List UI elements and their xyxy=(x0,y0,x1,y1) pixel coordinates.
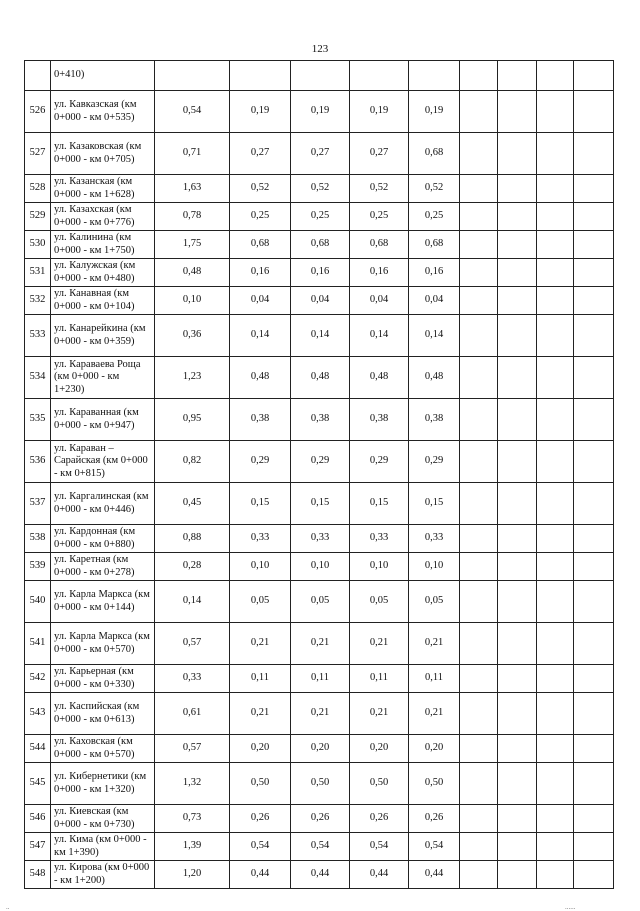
row-number: 540 xyxy=(25,581,51,623)
value-col-3 xyxy=(291,61,350,91)
road-name: ул. Каргалинская (км 0+000 - км 0+446) xyxy=(51,483,155,525)
value-col-1: 0,28 xyxy=(155,553,230,581)
value-col-3: 0,33 xyxy=(291,525,350,553)
value-col-2: 0,26 xyxy=(230,805,291,833)
row-number: 527 xyxy=(25,133,51,175)
row-number: 532 xyxy=(25,287,51,315)
value-col-5: 0,15 xyxy=(409,483,460,525)
empty-cell xyxy=(460,623,498,665)
value-col-1: 0,57 xyxy=(155,623,230,665)
empty-cell xyxy=(537,231,574,259)
value-col-1: 1,39 xyxy=(155,833,230,861)
value-col-2: 0,20 xyxy=(230,735,291,763)
empty-cell xyxy=(498,91,537,133)
empty-cell xyxy=(537,61,574,91)
value-col-3: 0,04 xyxy=(291,287,350,315)
value-col-1: 0,61 xyxy=(155,693,230,735)
value-col-4: 0,33 xyxy=(350,525,409,553)
value-col-2: 0,11 xyxy=(230,665,291,693)
empty-cell xyxy=(574,399,614,441)
value-col-1: 0,57 xyxy=(155,735,230,763)
value-col-5: 0,21 xyxy=(409,623,460,665)
value-col-2: 0,19 xyxy=(230,91,291,133)
empty-cell xyxy=(574,175,614,203)
row-number xyxy=(25,61,51,91)
value-col-5: 0,50 xyxy=(409,763,460,805)
row-number: 535 xyxy=(25,399,51,441)
value-col-3: 0,48 xyxy=(291,357,350,399)
value-col-4: 0,52 xyxy=(350,175,409,203)
value-col-3: 0,21 xyxy=(291,623,350,665)
value-col-2: 0,14 xyxy=(230,315,291,357)
empty-cell xyxy=(460,259,498,287)
road-name: ул. Карьерная (км 0+000 - км 0+330) xyxy=(51,665,155,693)
empty-cell xyxy=(574,483,614,525)
value-col-5: 0,33 xyxy=(409,525,460,553)
value-col-3: 0,21 xyxy=(291,693,350,735)
empty-cell xyxy=(460,763,498,805)
road-name: ул. Канавная (км 0+000 - км 0+104) xyxy=(51,287,155,315)
value-col-2: 0,27 xyxy=(230,133,291,175)
road-name: ул. Кирова (км 0+000 - км 1+200) xyxy=(51,861,155,889)
row-number: 528 xyxy=(25,175,51,203)
row-number: 539 xyxy=(25,553,51,581)
empty-cell xyxy=(574,833,614,861)
empty-cell xyxy=(574,735,614,763)
table-row xyxy=(25,623,614,665)
value-col-2: 0,48 xyxy=(230,357,291,399)
empty-cell xyxy=(537,175,574,203)
table-row xyxy=(25,175,614,203)
empty-cell xyxy=(498,735,537,763)
table-row xyxy=(25,833,614,861)
empty-cell xyxy=(498,525,537,553)
value-col-5: 0,05 xyxy=(409,581,460,623)
table-row xyxy=(25,763,614,805)
table-row xyxy=(25,553,614,581)
value-col-5: 0,20 xyxy=(409,735,460,763)
empty-cell xyxy=(460,483,498,525)
empty-cell xyxy=(498,61,537,91)
value-col-3: 0,20 xyxy=(291,735,350,763)
value-col-4: 0,48 xyxy=(350,357,409,399)
empty-cell xyxy=(460,693,498,735)
value-col-1: 1,20 xyxy=(155,861,230,889)
empty-cell xyxy=(537,287,574,315)
empty-cell xyxy=(574,623,614,665)
row-number: 538 xyxy=(25,525,51,553)
empty-cell xyxy=(460,231,498,259)
empty-cell xyxy=(460,805,498,833)
empty-cell xyxy=(460,315,498,357)
value-col-5: 0,38 xyxy=(409,399,460,441)
road-name: ул. Канарейкина (км 0+000 - км 0+359) xyxy=(51,315,155,357)
road-name: ул. Кардонная (км 0+000 - км 0+880) xyxy=(51,525,155,553)
road-name: ул. Каховская (км 0+000 - км 0+570) xyxy=(51,735,155,763)
value-col-1: 0,71 xyxy=(155,133,230,175)
empty-cell xyxy=(537,259,574,287)
value-col-5: 0,21 xyxy=(409,693,460,735)
value-col-1: 0,48 xyxy=(155,259,230,287)
empty-cell xyxy=(498,483,537,525)
empty-cell xyxy=(574,259,614,287)
empty-cell xyxy=(498,399,537,441)
table-row xyxy=(25,693,614,735)
table-row xyxy=(25,665,614,693)
empty-cell xyxy=(460,665,498,693)
value-col-4: 0,44 xyxy=(350,861,409,889)
value-col-1: 1,75 xyxy=(155,231,230,259)
empty-cell xyxy=(460,287,498,315)
road-name: ул. Кима (км 0+000 - км 1+390) xyxy=(51,833,155,861)
value-col-1: 1,63 xyxy=(155,175,230,203)
row-number: 536 xyxy=(25,441,51,483)
value-col-4: 0,25 xyxy=(350,203,409,231)
value-col-5 xyxy=(409,61,460,91)
value-col-5: 0,68 xyxy=(409,231,460,259)
empty-cell xyxy=(498,833,537,861)
value-col-2: 0,52 xyxy=(230,175,291,203)
empty-cell xyxy=(498,357,537,399)
empty-cell xyxy=(460,399,498,441)
value-col-2: 0,04 xyxy=(230,287,291,315)
value-col-5: 0,54 xyxy=(409,833,460,861)
value-col-4: 0,05 xyxy=(350,581,409,623)
empty-cell xyxy=(574,581,614,623)
value-col-1: 0,73 xyxy=(155,805,230,833)
value-col-3: 0,44 xyxy=(291,861,350,889)
value-col-1: 0,33 xyxy=(155,665,230,693)
roads-table xyxy=(24,60,614,889)
value-col-1: 0,78 xyxy=(155,203,230,231)
value-col-1 xyxy=(155,61,230,91)
value-col-3: 0,11 xyxy=(291,665,350,693)
road-name: ул. Кибернетики (км 0+000 - км 1+320) xyxy=(51,763,155,805)
empty-cell xyxy=(460,833,498,861)
page-number: 123 xyxy=(311,43,329,55)
value-col-3: 0,15 xyxy=(291,483,350,525)
value-col-5: 0,16 xyxy=(409,259,460,287)
empty-cell xyxy=(460,553,498,581)
empty-cell xyxy=(537,203,574,231)
value-col-3: 0,52 xyxy=(291,175,350,203)
road-name: ул. Казаковская (км 0+000 - км 0+705) xyxy=(51,133,155,175)
value-col-4: 0,50 xyxy=(350,763,409,805)
row-number: 530 xyxy=(25,231,51,259)
empty-cell xyxy=(537,665,574,693)
empty-cell xyxy=(537,525,574,553)
value-col-2: 0,54 xyxy=(230,833,291,861)
empty-cell xyxy=(537,735,574,763)
value-col-3: 0,14 xyxy=(291,315,350,357)
table-row xyxy=(25,483,614,525)
value-col-2: 0,15 xyxy=(230,483,291,525)
road-name: ул. Казанская (км 0+000 - км 1+628) xyxy=(51,175,155,203)
value-col-4: 0,11 xyxy=(350,665,409,693)
value-col-1: 0,10 xyxy=(155,287,230,315)
empty-cell xyxy=(574,553,614,581)
value-col-3: 0,50 xyxy=(291,763,350,805)
table-row xyxy=(25,315,614,357)
row-number: 544 xyxy=(25,735,51,763)
value-col-3: 0,10 xyxy=(291,553,350,581)
table-row xyxy=(25,61,614,91)
value-col-1: 1,23 xyxy=(155,357,230,399)
empty-cell xyxy=(498,203,537,231)
road-name: 0+410) xyxy=(51,61,155,91)
empty-cell xyxy=(537,133,574,175)
empty-cell xyxy=(574,91,614,133)
row-number: 542 xyxy=(25,665,51,693)
road-name: ул. Кавказская (км 0+000 - км 0+535) xyxy=(51,91,155,133)
value-col-4: 0,14 xyxy=(350,315,409,357)
value-col-5: 0,14 xyxy=(409,315,460,357)
empty-cell xyxy=(460,61,498,91)
empty-cell xyxy=(574,287,614,315)
empty-cell xyxy=(498,861,537,889)
table-row xyxy=(25,259,614,287)
value-col-3: 0,38 xyxy=(291,399,350,441)
row-number: 543 xyxy=(25,693,51,735)
value-col-2: 0,25 xyxy=(230,203,291,231)
empty-cell xyxy=(498,665,537,693)
empty-cell xyxy=(460,91,498,133)
road-name: ул. Караван – Сарайская (км 0+000 - км 0+815) xyxy=(51,441,155,483)
row-number: 526 xyxy=(25,91,51,133)
value-col-5: 0,48 xyxy=(409,357,460,399)
value-col-2: 0,21 xyxy=(230,623,291,665)
empty-cell xyxy=(498,693,537,735)
empty-cell xyxy=(537,581,574,623)
value-col-4: 0,26 xyxy=(350,805,409,833)
value-col-4: 0,16 xyxy=(350,259,409,287)
value-col-4: 0,21 xyxy=(350,693,409,735)
value-col-4: 0,38 xyxy=(350,399,409,441)
table-row xyxy=(25,581,614,623)
table-row xyxy=(25,441,614,483)
value-col-4: 0,27 xyxy=(350,133,409,175)
value-col-4: 0,19 xyxy=(350,91,409,133)
value-col-5: 0,29 xyxy=(409,441,460,483)
value-col-1: 0,82 xyxy=(155,441,230,483)
row-number: 534 xyxy=(25,357,51,399)
empty-cell xyxy=(574,861,614,889)
empty-cell xyxy=(460,581,498,623)
value-col-2: 0,38 xyxy=(230,399,291,441)
empty-cell xyxy=(498,805,537,833)
empty-cell xyxy=(574,665,614,693)
value-col-2: 0,44 xyxy=(230,861,291,889)
value-col-5: 0,10 xyxy=(409,553,460,581)
empty-cell xyxy=(574,231,614,259)
road-name: ул. Караваева Роща (км 0+000 - км 1+230) xyxy=(51,357,155,399)
empty-cell xyxy=(498,581,537,623)
value-col-2: 0,10 xyxy=(230,553,291,581)
empty-cell xyxy=(537,483,574,525)
value-col-3: 0,05 xyxy=(291,581,350,623)
empty-cell xyxy=(537,553,574,581)
value-col-1: 0,14 xyxy=(155,581,230,623)
value-col-4: 0,29 xyxy=(350,441,409,483)
table-body xyxy=(25,61,614,889)
row-number: 545 xyxy=(25,763,51,805)
table-row xyxy=(25,287,614,315)
road-name: ул. Карла Маркса (км 0+000 - км 0+144) xyxy=(51,581,155,623)
empty-cell xyxy=(574,525,614,553)
empty-cell xyxy=(498,441,537,483)
road-name: ул. Караванная (км 0+000 - км 0+947) xyxy=(51,399,155,441)
table-row xyxy=(25,805,614,833)
value-col-5: 0,68 xyxy=(409,133,460,175)
value-col-3: 0,19 xyxy=(291,91,350,133)
table-row xyxy=(25,231,614,259)
value-col-3: 0,27 xyxy=(291,133,350,175)
empty-cell xyxy=(574,805,614,833)
value-col-5: 0,04 xyxy=(409,287,460,315)
value-col-1: 0,54 xyxy=(155,91,230,133)
value-col-1: 1,32 xyxy=(155,763,230,805)
value-col-1: 0,45 xyxy=(155,483,230,525)
value-col-2: 0,68 xyxy=(230,231,291,259)
table-row xyxy=(25,525,614,553)
value-col-3: 0,68 xyxy=(291,231,350,259)
value-col-3: 0,54 xyxy=(291,833,350,861)
value-col-5: 0,25 xyxy=(409,203,460,231)
empty-cell xyxy=(537,861,574,889)
table-row xyxy=(25,399,614,441)
empty-cell xyxy=(537,315,574,357)
value-col-2: 0,33 xyxy=(230,525,291,553)
value-col-2: 0,16 xyxy=(230,259,291,287)
empty-cell xyxy=(537,833,574,861)
value-col-3: 0,26 xyxy=(291,805,350,833)
empty-cell xyxy=(574,203,614,231)
empty-cell xyxy=(537,623,574,665)
table-row xyxy=(25,357,614,399)
empty-cell xyxy=(574,315,614,357)
table-row xyxy=(25,735,614,763)
empty-cell xyxy=(537,693,574,735)
value-col-2 xyxy=(230,61,291,91)
empty-cell xyxy=(460,357,498,399)
value-col-5: 0,52 xyxy=(409,175,460,203)
road-name: ул. Калинина (км 0+000 - км 1+750) xyxy=(51,231,155,259)
empty-cell xyxy=(537,441,574,483)
value-col-2: 0,21 xyxy=(230,693,291,735)
empty-cell xyxy=(460,525,498,553)
row-number: 546 xyxy=(25,805,51,833)
value-col-4: 0,04 xyxy=(350,287,409,315)
empty-cell xyxy=(460,133,498,175)
empty-cell xyxy=(498,623,537,665)
empty-cell xyxy=(498,231,537,259)
value-col-4: 0,20 xyxy=(350,735,409,763)
value-col-2: 0,50 xyxy=(230,763,291,805)
road-name: ул. Казахская (км 0+000 - км 0+776) xyxy=(51,203,155,231)
row-number: 541 xyxy=(25,623,51,665)
empty-cell xyxy=(574,693,614,735)
empty-cell xyxy=(498,315,537,357)
value-col-4 xyxy=(350,61,409,91)
value-col-3: 0,25 xyxy=(291,203,350,231)
empty-cell xyxy=(460,203,498,231)
value-col-2: 0,29 xyxy=(230,441,291,483)
empty-cell xyxy=(498,287,537,315)
empty-cell xyxy=(574,441,614,483)
table-row xyxy=(25,91,614,133)
empty-cell xyxy=(498,553,537,581)
empty-cell xyxy=(460,441,498,483)
empty-cell xyxy=(574,61,614,91)
row-number: 537 xyxy=(25,483,51,525)
value-col-5: 0,26 xyxy=(409,805,460,833)
empty-cell xyxy=(460,861,498,889)
value-col-1: 0,88 xyxy=(155,525,230,553)
empty-cell xyxy=(537,91,574,133)
road-name: ул. Калужская (км 0+000 - км 0+480) xyxy=(51,259,155,287)
empty-cell xyxy=(537,805,574,833)
empty-cell xyxy=(574,357,614,399)
road-name: ул. Каспийская (км 0+000 - км 0+613) xyxy=(51,693,155,735)
value-col-4: 0,68 xyxy=(350,231,409,259)
empty-cell xyxy=(498,259,537,287)
value-col-4: 0,10 xyxy=(350,553,409,581)
row-number: 531 xyxy=(25,259,51,287)
empty-cell xyxy=(537,357,574,399)
row-number: 533 xyxy=(25,315,51,357)
value-col-3: 0,29 xyxy=(291,441,350,483)
value-col-1: 0,95 xyxy=(155,399,230,441)
empty-cell xyxy=(574,133,614,175)
road-name: ул. Карла Маркса (км 0+000 - км 0+570) xyxy=(51,623,155,665)
value-col-3: 0,16 xyxy=(291,259,350,287)
empty-cell xyxy=(498,763,537,805)
value-col-5: 0,11 xyxy=(409,665,460,693)
road-name: ул. Каретная (км 0+000 - км 0+278) xyxy=(51,553,155,581)
value-col-4: 0,21 xyxy=(350,623,409,665)
table-row xyxy=(25,203,614,231)
empty-cell xyxy=(498,175,537,203)
value-col-5: 0,44 xyxy=(409,861,460,889)
empty-cell xyxy=(460,735,498,763)
table-row xyxy=(25,861,614,889)
empty-cell xyxy=(537,763,574,805)
value-col-1: 0,36 xyxy=(155,315,230,357)
empty-cell xyxy=(498,133,537,175)
empty-cell xyxy=(574,763,614,805)
empty-cell xyxy=(537,399,574,441)
row-number: 547 xyxy=(25,833,51,861)
value-col-2: 0,05 xyxy=(230,581,291,623)
empty-cell xyxy=(460,175,498,203)
value-col-4: 0,15 xyxy=(350,483,409,525)
value-col-4: 0,54 xyxy=(350,833,409,861)
road-name: ул. Киевская (км 0+000 - км 0+730) xyxy=(51,805,155,833)
row-number: 529 xyxy=(25,203,51,231)
row-number: 548 xyxy=(25,861,51,889)
table-row xyxy=(25,133,614,175)
value-col-5: 0,19 xyxy=(409,91,460,133)
